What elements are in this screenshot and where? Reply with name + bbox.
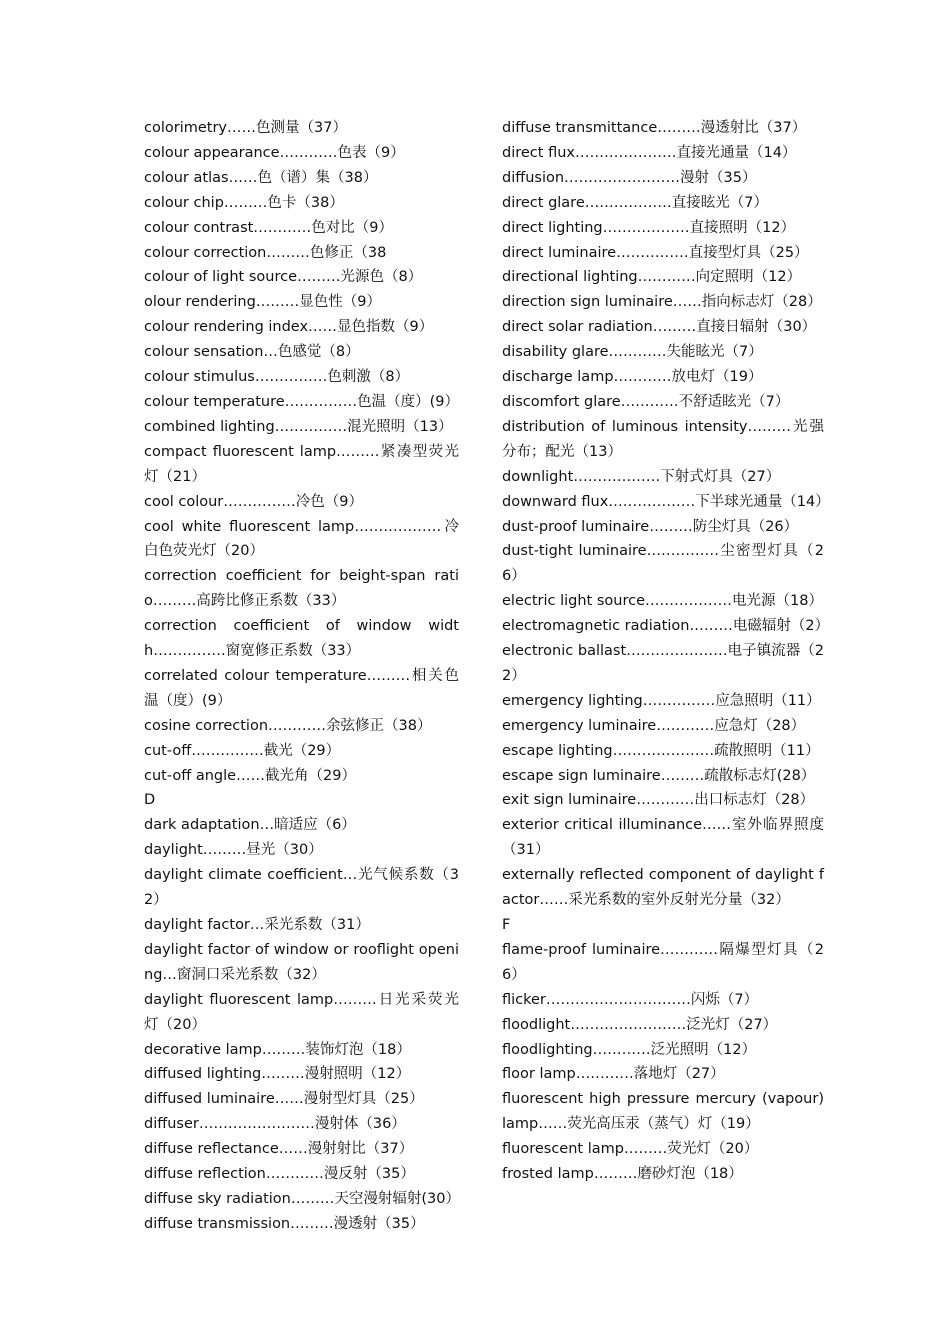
section-letter: D xyxy=(144,792,156,809)
glossary-entry: emergency luminaire…………应急灯（28） xyxy=(502,717,806,734)
glossary-entry: colour appearance…………色表（9） xyxy=(144,144,405,161)
glossary-entry: diffuse reflectance……漫射射比（37） xyxy=(144,1141,414,1158)
glossary-entry: diffused lighting………漫射照明（12） xyxy=(144,1066,411,1083)
glossary-entry: floor lamp…………落地灯（27） xyxy=(502,1066,725,1083)
glossary-entry: fluorescent lamp………荧光灯（20） xyxy=(502,1141,759,1158)
glossary-entry: escape sign luminaire………疏散标志灯(28） xyxy=(502,767,816,784)
glossary-entry: decorative lamp………装饰灯泡（18） xyxy=(144,1041,411,1058)
glossary-entry: flame-proof luminaire…………隔爆型灯具（26） xyxy=(502,941,824,983)
glossary-entry: diffuse sky radiation………天空漫射辐射(30） xyxy=(144,1190,460,1207)
section-letter: F xyxy=(502,917,511,933)
glossary-entry: cut-off angle……截光角（29） xyxy=(144,767,356,784)
glossary-entry: direct glare………………直接眩光（7） xyxy=(502,194,768,211)
glossary-entry: cosine correction…………余弦修正（38） xyxy=(144,717,432,734)
glossary-entry: electric light source………………电光源（18） xyxy=(502,593,823,610)
glossary-entry: dust-proof luminaire………防尘灯具（26） xyxy=(502,518,799,535)
glossary-entry: directional lighting…………向定照明（12） xyxy=(502,269,802,286)
glossary-entry: cut-off……………截光（29） xyxy=(144,742,341,759)
left-column xyxy=(144,116,459,1237)
glossary-entry: daylight factor of window or rooflight opening…窗洞口采光系数（32） xyxy=(144,941,459,983)
glossary-entry: correction coefficient of window width……………窗宽修正系数（33） xyxy=(144,618,459,660)
glossary-entry: daylight………昼光（30） xyxy=(144,842,323,859)
glossary-entry: colour stimulus……………色刺激（8） xyxy=(144,369,410,386)
glossary-entry: downlight………………下射式灯具（27） xyxy=(502,468,781,485)
glossary-entry: direct solar radiation………直接日辐射（30） xyxy=(502,319,817,336)
glossary-entry: disability glare…………失能眩光（7） xyxy=(502,344,763,361)
glossary-entry: floodlight……………………泛光灯（27） xyxy=(502,1016,778,1033)
glossary-entry: exit sign luminaire…………出口标志灯（28） xyxy=(502,792,815,809)
glossary-entry: emergency lighting……………应急照明（11） xyxy=(502,692,821,709)
glossary-entry: colour atlas……色（谱）集（38） xyxy=(144,169,378,186)
glossary-page xyxy=(144,116,830,1237)
glossary-entry: colorimetry……色测量（37） xyxy=(144,120,347,136)
glossary-entry: dust-tight luminaire……………尘密型灯具（26） xyxy=(502,543,824,585)
glossary-entry: cool white fluorescent lamp………………冷白色荧光灯（20） xyxy=(144,518,459,560)
glossary-entry: colour of light source………光源色（8） xyxy=(144,269,423,286)
glossary-entry: colour sensation…色感觉（8） xyxy=(144,344,360,361)
glossary-entry: correction coefficient for beight-span ratio………高跨比修正系数（33） xyxy=(144,568,459,610)
glossary-entry: olour rendering………显色性（9） xyxy=(144,294,382,311)
glossary-entry: colour correction………色修正（38 xyxy=(144,244,387,261)
glossary-entry: dark adaptation…暗适应（6） xyxy=(144,817,356,834)
glossary-entry: diffuse transmission………漫透射（35） xyxy=(144,1215,425,1232)
glossary-entry: frosted lamp………磨砂灯泡（18） xyxy=(502,1166,743,1183)
glossary-entry: diffusion……………………漫射（35） xyxy=(502,169,757,186)
glossary-entry: direction sign luminaire……指向标志灯（28） xyxy=(502,294,822,311)
glossary-entry: colour temperature……………色温（度）(9） xyxy=(144,393,460,410)
glossary-entry: diffused luminaire……漫射型灯具（25） xyxy=(144,1091,424,1108)
glossary-entry: daylight factor…采光系数（31） xyxy=(144,917,370,933)
glossary-entry: diffuse reflection…………漫反射（35） xyxy=(144,1166,415,1183)
glossary-entry: direct luminaire……………直接型灯具（25） xyxy=(502,244,809,261)
glossary-entry: compact fluorescent lamp………紧凑型荧光灯（21） xyxy=(144,443,459,485)
glossary-entry: colour chip………色卡（38） xyxy=(144,194,344,211)
glossary-entry: cool colour……………冷色（9） xyxy=(144,493,363,510)
glossary-entry: discharge lamp…………放电灯（19） xyxy=(502,369,763,386)
glossary-entry: colour contrast…………色对比（9） xyxy=(144,219,394,236)
glossary-entry: distribution of luminous intensity………光强分布；配光（13） xyxy=(502,418,824,460)
glossary-entry: direct flux…………………直接光通量（14） xyxy=(502,144,797,161)
glossary-entry: daylight climate coefficient…光气候系数（32） xyxy=(144,867,459,909)
glossary-entry: escape lighting…………………疏散照明（11） xyxy=(502,742,820,759)
glossary-entry: downward flux………………下半球光通量（14） xyxy=(502,493,830,510)
glossary-entry: electromagnetic radiation………电磁辐射（2） xyxy=(502,618,830,635)
glossary-entry: flicker…………………………闪烁（7） xyxy=(502,991,759,1008)
glossary-entry: diffuse transmittance………漫透射比（37） xyxy=(502,120,807,136)
glossary-entry: discomfort glare…………不舒适眩光（7） xyxy=(502,393,790,410)
glossary-entry: diffuser……………………漫射体（36） xyxy=(144,1116,406,1133)
glossary-entry: direct lighting………………直接照明（12） xyxy=(502,219,796,236)
glossary-entry: correlated colour temperature………相关色温（度）(9） xyxy=(144,667,459,709)
glossary-entry: daylight fluorescent lamp………日光采荧光灯（20） xyxy=(144,991,459,1033)
glossary-entry: floodlighting…………泛光照明（12） xyxy=(502,1041,757,1058)
glossary-entry: colour rendering index……显色指数（9） xyxy=(144,319,434,336)
glossary-entry: combined lighting……………混光照明（13） xyxy=(144,418,453,435)
glossary-entry: fluorescent high pressure mercury (vapour) lamp……荧光高压汞（蒸气）灯（19） xyxy=(502,1091,824,1133)
glossary-entry: exterior critical illuminance……室外临界照度（31） xyxy=(502,817,824,859)
right-column xyxy=(502,116,830,1237)
glossary-entry: electronic ballast…………………电子镇流器（22） xyxy=(502,643,824,684)
glossary-entry: externally reflected component of daylight factor……采光系数的室外反射光分量（32） xyxy=(502,867,824,909)
